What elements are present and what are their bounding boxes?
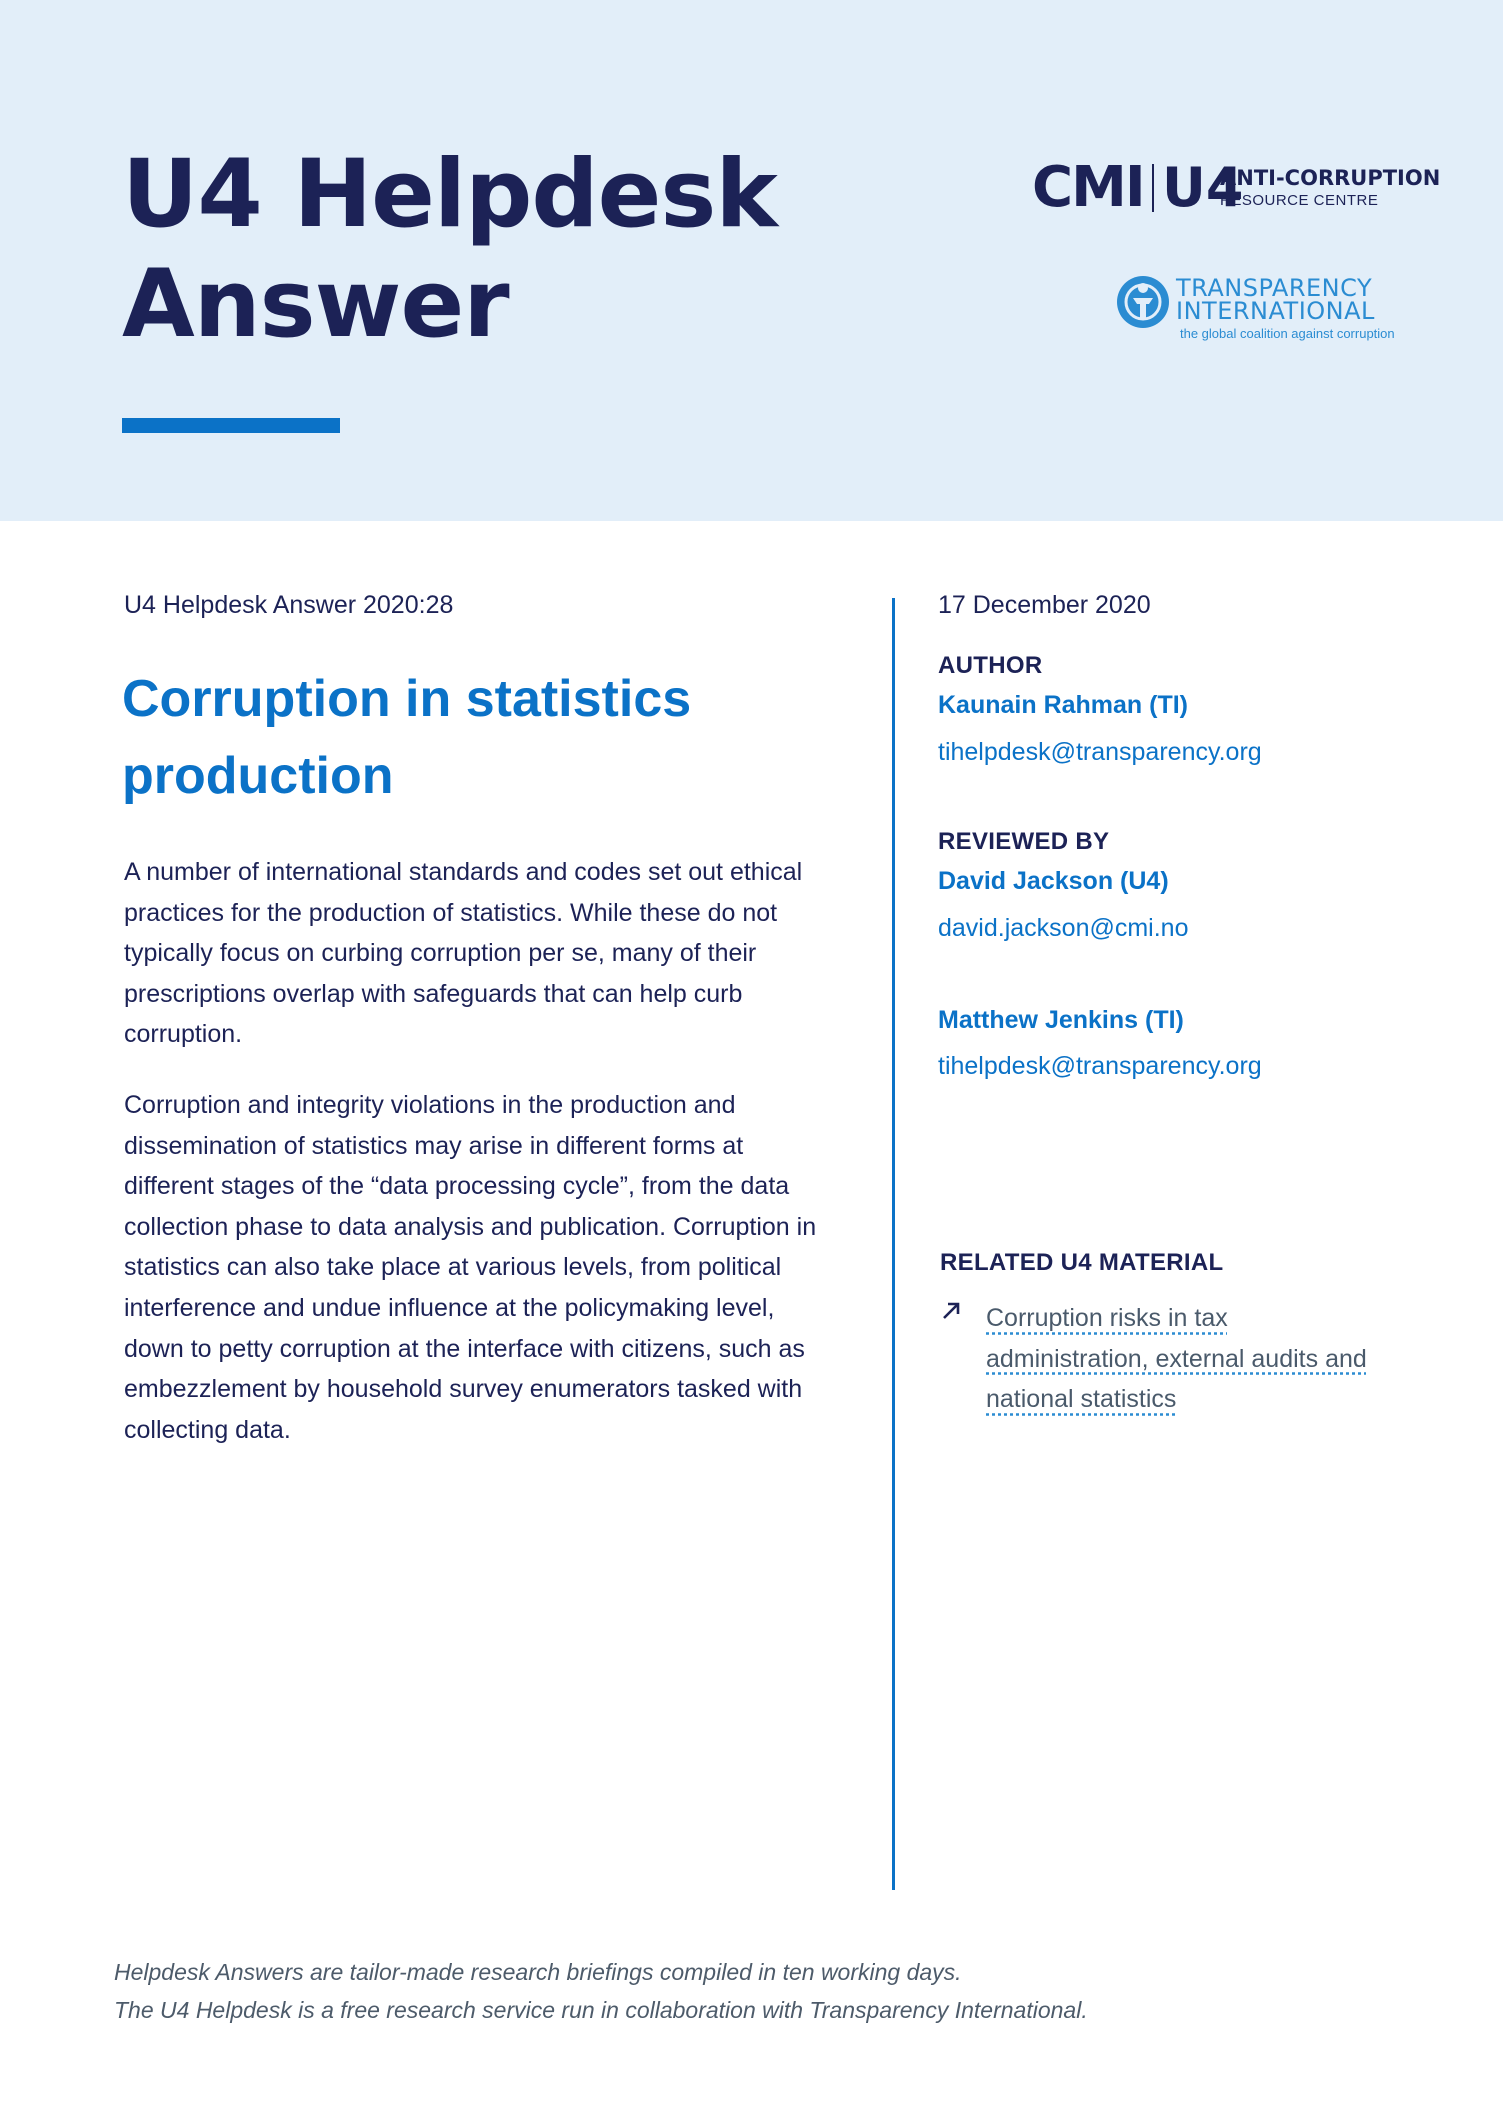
reviewer-email-link[interactable]: david.jackson@cmi.no	[938, 914, 1189, 942]
author-name: Kaunain Rahman (TI)	[938, 691, 1189, 719]
related-material-link-text: Corruption risks in tax administration, external audits and national statistics	[986, 1304, 1367, 1414]
document-title-line2: Answer	[122, 250, 509, 359]
transparency-international-logo	[1115, 274, 1405, 344]
answer-id: U4 Helpdesk Answer 2020:28	[124, 591, 454, 619]
ti-globe-icon	[1115, 274, 1171, 330]
cmi-logo-text: CMI	[1032, 155, 1144, 220]
reviewed-by-heading: REVIEWED BY	[938, 828, 1110, 855]
publication-date: 17 December 2020	[938, 591, 1151, 619]
footer-line1: Helpdesk Answers are tailor-made research briefings compiled in ten working days.	[114, 1959, 962, 1985]
article-title: Corruption in statistics production	[122, 670, 692, 805]
reviewer-name: Matthew Jenkins (TI)	[938, 1006, 1184, 1034]
u4-logo-line2: RESOURCE CENTRE	[1220, 192, 1379, 209]
document-title-line1: U4 Helpdesk	[122, 140, 777, 249]
author-heading: AUTHOR	[938, 652, 1043, 679]
logo-divider	[1152, 164, 1154, 212]
reviewer-email-link[interactable]: tihelpdesk@transparency.org	[938, 1052, 1262, 1080]
footer-note	[114, 1953, 1414, 2029]
document-title	[122, 140, 777, 360]
u4-logo-line1: ANTI-CORRUPTION	[1220, 166, 1441, 190]
related-material-heading: RELATED U4 MATERIAL	[940, 1249, 1224, 1276]
arrow-up-right-icon	[940, 1300, 962, 1322]
cmi-u4-logo	[1032, 155, 1441, 220]
body-paragraph: Corruption and integrity violations in the production and dissemination of statistics may arise in different forms at different stages of the “data processing cycle”, from the data collection phase to data analysis and publication. Corruption in statistics can also take place at various levels, from political interference and undue influence at the policymaking level, down to petty corruption at the interface with citizens, such as embezzlement by household survey enumerators tasked with collecting data.	[124, 1091, 817, 1444]
ti-logo-tagline: the global coalition against corruption	[1180, 326, 1395, 341]
column-divider	[892, 598, 895, 1890]
ti-logo-line1: TRANSPARENCY	[1176, 274, 1373, 302]
body-paragraph: A number of international standards and codes set out ethical practices for the production of statistics. While these do not typically focus on curbing corruption per se, many of their prescriptions overlap with safeguards that can help curb corruption.	[124, 858, 803, 1049]
footer-line2: The U4 Helpdesk is a free research service run in collaboration with Transparency International.	[114, 1997, 1088, 2023]
related-material-link[interactable]	[986, 1298, 1386, 1420]
author-email-link[interactable]: tihelpdesk@transparency.org	[938, 738, 1262, 766]
reviewer-name: David Jackson (U4)	[938, 867, 1169, 895]
u4-logo-mark: U4	[1162, 156, 1244, 219]
title-underline	[122, 418, 340, 433]
ti-logo-line2: INTERNATIONAL	[1176, 297, 1375, 325]
